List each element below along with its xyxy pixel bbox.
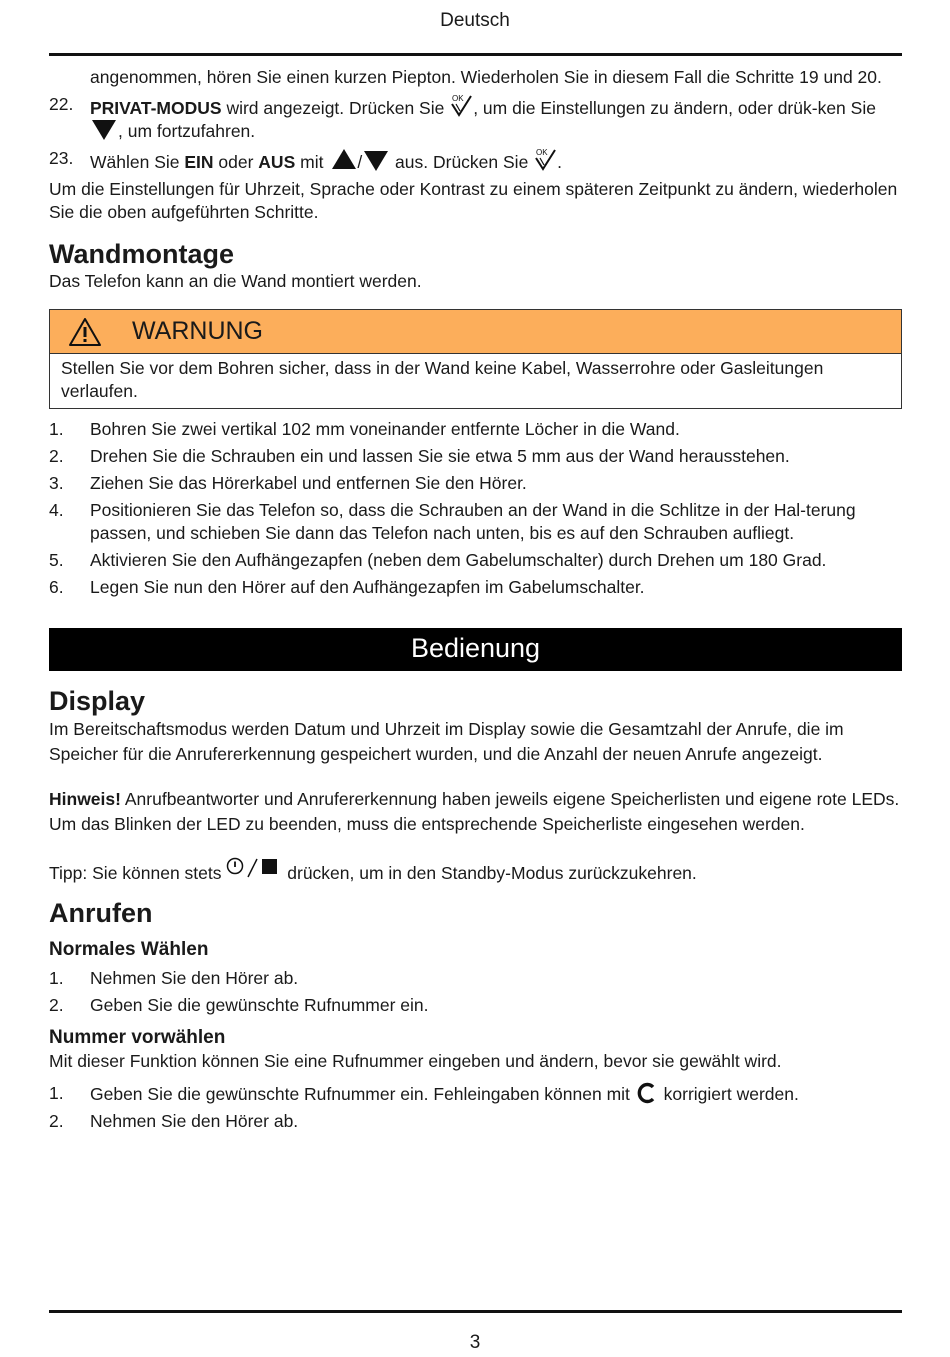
warning-triangle-icon (68, 317, 102, 347)
step-number: 1. (49, 419, 64, 439)
normales-waehlen-steps (49, 967, 902, 1017)
svg-text:OK: OK (452, 94, 464, 103)
warning-title: WARNUNG (132, 317, 264, 345)
aus-label: AUS (258, 152, 296, 172)
page-number: 3 (469, 1332, 481, 1353)
step-number: 2. (49, 1111, 64, 1131)
svg-text:OK: OK (536, 148, 548, 157)
nummer-vorwaehlen-heading: Nummer vorwählen (49, 1027, 226, 1048)
step-text-part: , um die Einstellungen zu ändern, oder drük-ken Sie (473, 98, 876, 118)
list-item (49, 1082, 902, 1106)
c-clear-icon (637, 1082, 657, 1104)
step-text: Ziehen Sie das Hörerkabel und entfernen Sie den Hörer. (90, 473, 527, 493)
step-continuation: angenommen, hören Sie einen kurzen Piepton. Wiederholen Sie in diesem Fall die Schritte 19 und 20. (90, 67, 882, 87)
step-text-part: . (557, 152, 563, 172)
warning-header (50, 310, 901, 354)
power-stop-icon (226, 857, 282, 881)
step-text: Geben Sie die gewünschte Rufnummer ein. (90, 995, 429, 1015)
intro-paragraph: Um die Einstellungen für Uhrzeit, Sprache oder Kontrast zu einem späteren Zeitpunkt zu ändern, wiederholen Sie die oben aufgeführten Schritte. (49, 179, 898, 222)
list-item (49, 576, 902, 599)
step-number: 5. (49, 550, 64, 570)
tipp-note (49, 857, 902, 885)
list-item (49, 472, 902, 495)
step-text-part: aus. Drücken Sie (390, 152, 534, 172)
step-text: Bohren Sie zwei vertikal 102 mm voneinander entfernte Löcher in die Wand. (90, 419, 680, 439)
down-arrow-icon (364, 151, 388, 171)
step-text: Drehen Sie die Schrauben ein und lassen Sie sie etwa 5 mm aus der Wand herausstehen. (90, 446, 790, 466)
list-item (49, 967, 902, 990)
tipp-label: Tipp: (49, 863, 88, 883)
list-item (49, 994, 902, 1017)
display-text: Im Bereitschaftsmodus werden Datum und Uhrzeit im Display sowie die Gesamtzahl der Anrufe, die im Speicher für die Anrufererkennung gespeichert wurden, und die Anzahl der neuen Anrufe angezeigt. (49, 719, 844, 764)
step-number: 3. (49, 473, 64, 493)
list-item (49, 418, 902, 441)
step-number: 2. (49, 995, 64, 1015)
up-arrow-icon (332, 149, 356, 169)
step-text-part: Geben Sie die gewünschte Rufnummer ein. Fehleingaben können mit (90, 1084, 635, 1104)
step-text: Nehmen Sie den Hörer ab. (90, 1111, 299, 1131)
step-text: Positionieren Sie das Telefon so, dass die Schrauben an der Wand in die Schlitze in der Hal-terung passen, und schieben Sie dann das Telefon nach unten, bis es auf den Schrauben aufliegt. (90, 500, 856, 543)
step-23 (49, 147, 902, 174)
list-item (49, 1110, 902, 1133)
anrufen-heading: Anrufen (49, 898, 153, 928)
ok-check-icon (533, 147, 557, 171)
step-text: Aktivieren Sie den Aufhängezapfen (neben dem Gabelumschalter) durch Drehen um 180 Grad. (90, 550, 827, 570)
step-number: 4. (49, 500, 64, 520)
step-text-part: wird angezeigt. Drücken Sie (221, 98, 450, 118)
step-text-part: , um fortzufahren. (118, 121, 256, 141)
step-text-part: mit (295, 152, 329, 172)
list-item (49, 499, 902, 545)
step-text (90, 93, 902, 143)
vorwahl-steps (49, 1082, 902, 1133)
display-heading: Display (49, 686, 146, 716)
page-header-language: Deutsch (440, 10, 510, 31)
warning-box (49, 309, 902, 409)
step-number: 2. (49, 446, 64, 466)
list-item (49, 549, 902, 572)
ok-check-icon (449, 93, 473, 117)
warning-text: Stellen Sie vor dem Bohren sicher, dass in der Wand keine Kabel, Wasserrohre oder Gasleitungen verlaufen. (61, 358, 824, 401)
vorwahl-text: Mit dieser Funktion können Sie eine Rufnummer eingeben und ändern, bevor sie gewählt wird. (49, 1051, 782, 1071)
step-number: 22. (49, 94, 74, 114)
step-number: 1. (49, 968, 64, 988)
step-text-part: Wählen Sie (90, 152, 185, 172)
step-text-part: oder (213, 152, 259, 172)
step-number: 23. (49, 148, 74, 168)
step-number: 6. (49, 577, 64, 597)
wandmontage-heading: Wandmontage (49, 239, 234, 269)
step-22 (49, 93, 902, 143)
down-arrow-icon (92, 120, 116, 140)
tipp-text: Sie können stets (87, 863, 227, 883)
page-content (49, 66, 902, 1137)
wandmontage-text: Das Telefon kann an die Wand montiert werden. (49, 271, 422, 291)
list-item (49, 445, 902, 468)
normales-waehlen-heading: Normales Wählen (49, 939, 209, 960)
step-text: Legen Sie nun den Hörer auf den Aufhängezapfen im Gabelumschalter. (90, 577, 645, 597)
slash-separator: / (357, 152, 363, 172)
ein-label: EIN (184, 152, 214, 172)
step-text (90, 147, 902, 174)
header-rule (49, 53, 902, 56)
step-text (90, 1082, 902, 1106)
step-text: Nehmen Sie den Hörer ab. (90, 968, 299, 988)
hinweis-text: Anrufbeantworter und Anrufererkennung haben jeweils eigene Speicherlisten und eigene rote LEDs. Um das Blinken der LED zu beenden, muss die entsprechende Speicherliste eingesehen werden. (49, 789, 900, 834)
privat-modus-label: PRIVAT-MODUS (90, 98, 222, 118)
step-number: 1. (49, 1083, 64, 1103)
hinweis-note (49, 787, 902, 837)
section-bar-bedienung: Bedienung (49, 628, 902, 671)
footer-rule (49, 1310, 902, 1313)
step-text-part: korrigiert werden. (658, 1084, 799, 1104)
tipp-text: drücken, um in den Standby-Modus zurückzukehren. (282, 863, 697, 883)
wandmontage-steps (49, 418, 902, 599)
hinweis-label: Hinweis! (49, 789, 121, 809)
